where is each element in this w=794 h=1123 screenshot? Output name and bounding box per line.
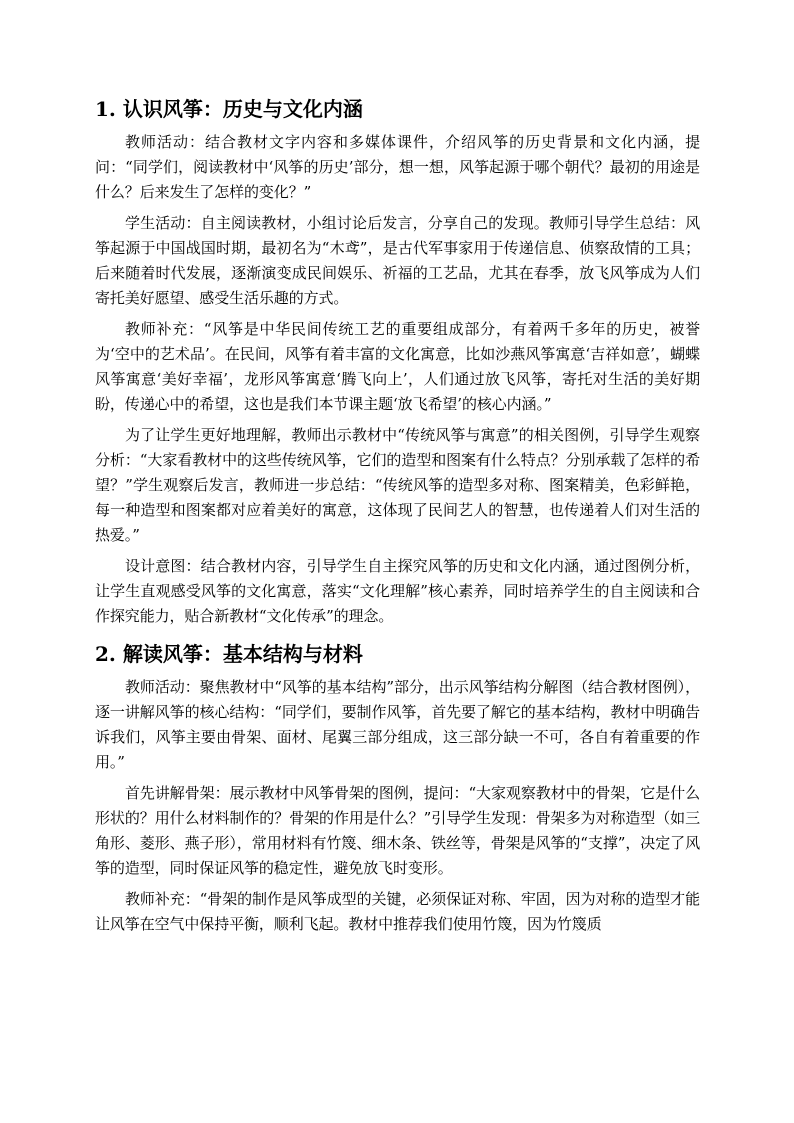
section-1-paragraph-1: 教师活动：结合教材文字内容和多媒体课件，介绍风筝的历史背景和文化内涵，提问：“同学们，阅读教材中‘风筝的历史’部分，想一想，风筝起源于哪个朝代？最初的用途是什么？后来发生了怎样的变化？”	[95, 133, 700, 201]
section-1-heading: 1. 认识风筝：历史与文化内涵	[95, 97, 363, 121]
section-2-paragraph-3: 教师补充：“骨架的制作是风筝成型的关键，必须保证对称、牢固，因为对称的造型才能让风筝在空气中保持平衡，顺利飞起。教材中推荐我们使用竹篾，因为竹篾质	[95, 890, 700, 933]
section-1-paragraph-4: 为了让学生更好地理解，教师出示教材中“传统风筝与寓意”的相关图例，引导学生观察分析：“大家看教材中的这些传统风筝，它们的造型和图案有什么特点？分别承载了怎样的希望？”学生观察后发言，教师进一步总结：“传统风筝的造型多对称、图案精美，色彩鲜艳，每一种造型和图案都对应着美好的寓意，这体现了民间艺人的智慧，也传递着人们对生活的热爱。”	[95, 426, 700, 544]
section-1-paragraph-5: 设计意图：结合教材内容，引导学生自主探究风筝的历史和文化内涵，通过图例分析，让学生直观感受风筝的文化寓意，落实“文化理解”核心素养，同时培养学生的自主阅读和合作探究能力，贴合新教材“文化传承”的理念。	[95, 557, 700, 625]
document-page	[95, 94, 700, 943]
section-2-paragraph-2: 首先讲解骨架：展示教材中风筝骨架的图例，提问：“大家观察教材中的骨架，它是什么形状的？用什么材料制作的？骨架的作用是什么？”引导学生发现：骨架多为对称造型（如三角形、菱形、燕子形），常用材料有竹篾、细木条、铁丝等，骨架是风筝的“支撑”，决定了风筝的造型，同时保证风筝的稳定性，避免放飞时变形。	[95, 784, 700, 877]
section-1-paragraph-3: 教师补充：“风筝是中华民间传统工艺的重要组成部分，有着两千多年的历史，被誉为‘空中的艺术品’。在民间，风筝有着丰富的文化寓意，比如沙燕风筝寓意‘吉祥如意’，蝴蝶风筝寓意‘美好幸福’，龙形风筝寓意‘腾飞向上’，人们通过放飞风筝，寄托对生活的美好期盼，传递心中的希望，这也是我们本节课主题‘放飞希望’的核心内涵。”	[95, 320, 700, 413]
section-1-paragraph-2: 学生活动：自主阅读教材，小组讨论后发言，分享自己的发现。教师引导学生总结：风筝起源于中国战国时期，最初名为“木鸢”，是古代军事家用于传递信息、侦察敌情的工具；后来随着时代发展，逐渐演变成民间娱乐、祈福的工艺品，尤其在春季，放飞风筝成为人们寄托美好愿望、感受生活乐趣的方式。	[95, 214, 700, 307]
section-2-heading: 2. 解读风筝：基本结构与材料	[95, 642, 363, 666]
section-2-paragraph-1: 教师活动：聚焦教材中“风筝的基本结构”部分，出示风筝结构分解图（结合教材图例），逐一讲解风筝的核心结构：“同学们，要制作风筝，首先要了解它的基本结构，教材中明确告诉我们，风筝主要由骨架、面材、尾翼三部分组成，这三部分缺一不可，各自有着重要的作用。”	[95, 678, 700, 771]
